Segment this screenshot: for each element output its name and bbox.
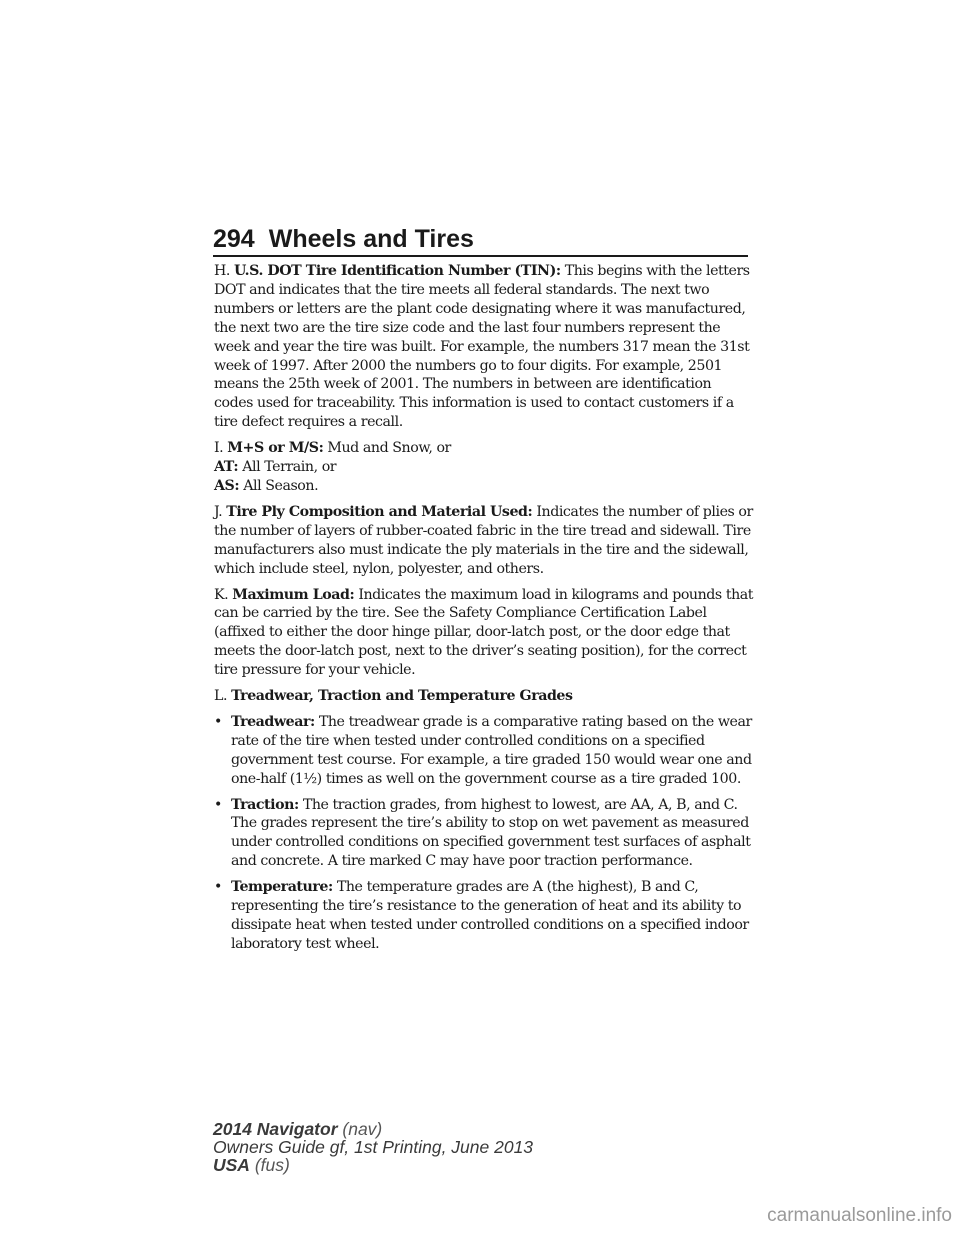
page-body [214,262,754,961]
chapter-title: Wheels and Tires [268,225,474,253]
bullet-treadwear-text: The treadwear grade is a comparative rating based on the wear rate of the tire when tested under controlled conditions on a specified government test course. For example, a tire graded 150 would wear one and one-half (1½) times as well on the government course as a tire graded 100. [231,713,752,787]
footer-printing: Owners Guide gf, 1st Printing, June 2013 [213,1137,534,1157]
section-j-letter: J. [214,503,223,520]
section-h-text: This begins with the letters DOT and indicates that the tire meets all federal standards. The next two numbers or letters are the plant code designating where it was manufactured, the next two are the tire size code and the last four numbers represent the week and year the tire was built. For example, the numbers 317 mean the 31st week of 1997. After 2000 the numbers go to four digits. For example, 2501 means the 25th week of 2001. The numbers in between are identification codes used for traceability. This information is used to contact customers if a tire defect requires a recall. [214,263,750,431]
bullet-temperature-term: Temperature: [231,879,333,896]
section-i-text3: All Season. [243,477,319,494]
section-i-term3: AS: [214,477,240,494]
page-number: 294 [213,225,255,253]
footer-model: 2014 Navigator [213,1119,338,1139]
section-k-text: Indicates the maximum load in kilograms and pounds that can be carried by the tire. See the Safety Compliance Certification Label (affixed to either the door hinge pillar, door-latch post, or the door edge that meets the door-latch post, next to the driver’s seating position), for the correct tire pressure for your vehicle. [214,586,754,679]
header-rule [213,255,748,257]
bullet-temperature [214,878,754,954]
footer-line-1 [213,1120,533,1138]
bullet-treadwear-term: Treadwear: [231,713,315,730]
section-k-letter: K. [214,586,229,603]
section-h-term: U.S. DOT Tire Identification Number (TIN): [234,263,561,279]
bullet-traction-text: The traction grades, from highest to lowest, are AA, A, B, and C. The grades represent the tire’s ability to stop on wet pavement as measured under controlled conditions on specified government test surfaces of asphalt and concrete. A tire marked C may have poor traction performance. [231,796,751,870]
bullet-traction [214,796,754,872]
section-i-text1: Mud and Snow, or [327,440,451,457]
section-k [214,586,754,681]
footer-market: USA [213,1155,250,1175]
section-j-term: Tire Ply Composition and Material Used: [226,503,533,520]
bullet-icon: • [214,713,222,730]
section-i-letter: I. [214,440,224,457]
bullet-temperature-text: The temperature grades are A (the highest), B and C, representing the tire’s resistance to the generation of heat and its ability to dissipate heat when tested under controlled conditions on a specified indoor laboratory test wheel. [231,879,749,952]
section-i-text2: All Terrain, or [242,459,337,476]
section-i [214,439,754,496]
section-i-line3 [214,477,754,496]
section-i-term1: M+S or M/S: [227,440,324,457]
footer-line-3 [213,1156,533,1174]
section-l-term: Treadwear, Traction and Temperature Grades [231,688,573,705]
section-j-text: Indicates the number of plies or the number of layers of rubber-coated fabric in the tire tread and sidewall. Tire manufacturers also must indicate the ply materials in the tire and the sidewall, which include steel, nylon, polyester, and others. [214,503,753,577]
section-j [214,503,754,579]
section-i-term2: AT: [214,459,239,476]
section-k-term: Maximum Load: [232,586,355,603]
bullet-icon: • [214,796,222,813]
footer-line-2 [213,1138,533,1156]
document-footer [213,1120,533,1174]
page-header [213,225,474,254]
footer-market-code: (fus) [254,1155,290,1175]
bullet-treadwear [214,713,754,789]
bullet-icon: • [214,879,222,896]
watermark: carmanualsonline.info [767,1205,952,1226]
section-i-line1 [214,439,754,458]
section-h-letter: H. [214,263,230,279]
footer-model-code: (nav) [342,1119,383,1139]
section-l [214,687,754,706]
bullet-traction-term: Traction: [231,796,299,813]
section-h [214,262,754,432]
section-l-letter: L. [214,688,228,705]
section-i-line2 [214,458,754,477]
